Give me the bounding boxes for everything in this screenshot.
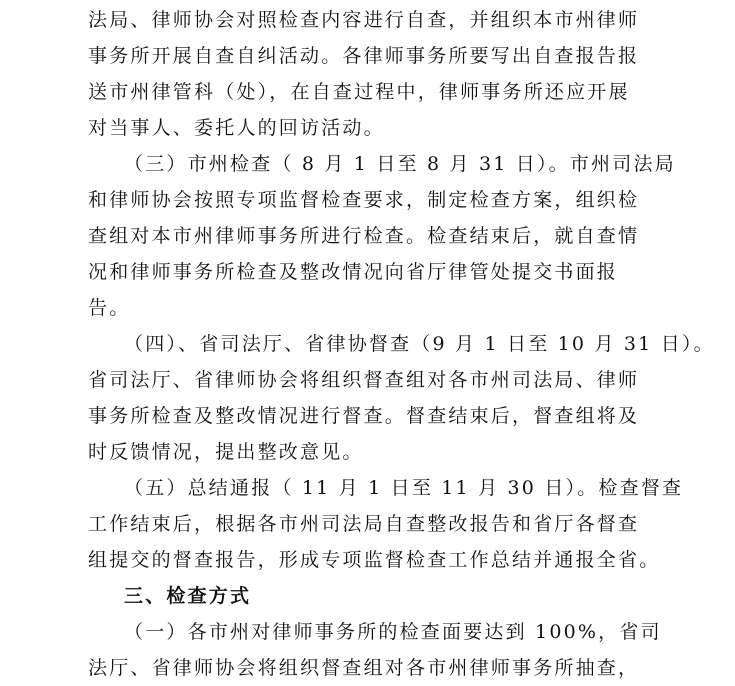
text-line-15: 工作结束后，根据各市州司法局自查整改报告和省厅各督查 bbox=[88, 513, 640, 535]
text-line-11: 省司法厅、省律师协会将组织督查组对各市州司法局、律师 bbox=[88, 369, 640, 391]
paragraph-5-heading-line: （五）总结通报（ 11 月 1 日至 11 月 30 日）。检查督查 bbox=[124, 477, 684, 499]
text-line-3: 送市州律管科（处），在自查过程中，律师事务所还应开展 bbox=[88, 81, 630, 103]
text-line-8: 况和律师事务所检查及整改情况向省厅律管处提交书面报 bbox=[88, 261, 619, 283]
text-line-6: 和律师协会按照专项监督检查要求，制定检查方案，组织检 bbox=[88, 189, 640, 211]
text-line-12: 事务所检查及整改情况进行督查。督查结束后，督查组将及 bbox=[88, 405, 640, 427]
text-line-9: 告。 bbox=[88, 297, 131, 319]
text-line-7: 查组对本市州律师事务所进行检查。检查结束后，就自查情 bbox=[88, 225, 640, 247]
text-line-4: 对当事人、委托人的回访活动。 bbox=[88, 117, 385, 139]
text-line-19: 法厅、省律师协会将组织督查组对各市州律师事务所抽查， bbox=[88, 657, 640, 679]
text-line-2: 事务所开展自查自纠活动。各律师事务所要写出自查报告报 bbox=[88, 45, 640, 67]
text-line-16: 组提交的督查报告，形成专项监督检查工作总结并通报全省。 bbox=[88, 549, 661, 571]
section-heading-inspection-method: 三、检查方式 bbox=[124, 585, 252, 607]
text-line-13: 时反馈情况，提出整改意见。 bbox=[88, 441, 364, 463]
text-line-1: 法局、律师协会对照检查内容进行自查，并组织本市州律师 bbox=[88, 9, 640, 31]
text-line-18: （一）各市州对律师事务所的检查面要达到 100%，省司 bbox=[124, 621, 662, 643]
paragraph-4-heading-line: （四）、省司法厅、省律协督查（9 月 1 日至 10 月 31 日）。 bbox=[124, 333, 715, 355]
paragraph-3-heading-line: （三）市州检查（ 8 月 1 日至 8 月 31 日）。市州司法局 bbox=[124, 153, 676, 175]
